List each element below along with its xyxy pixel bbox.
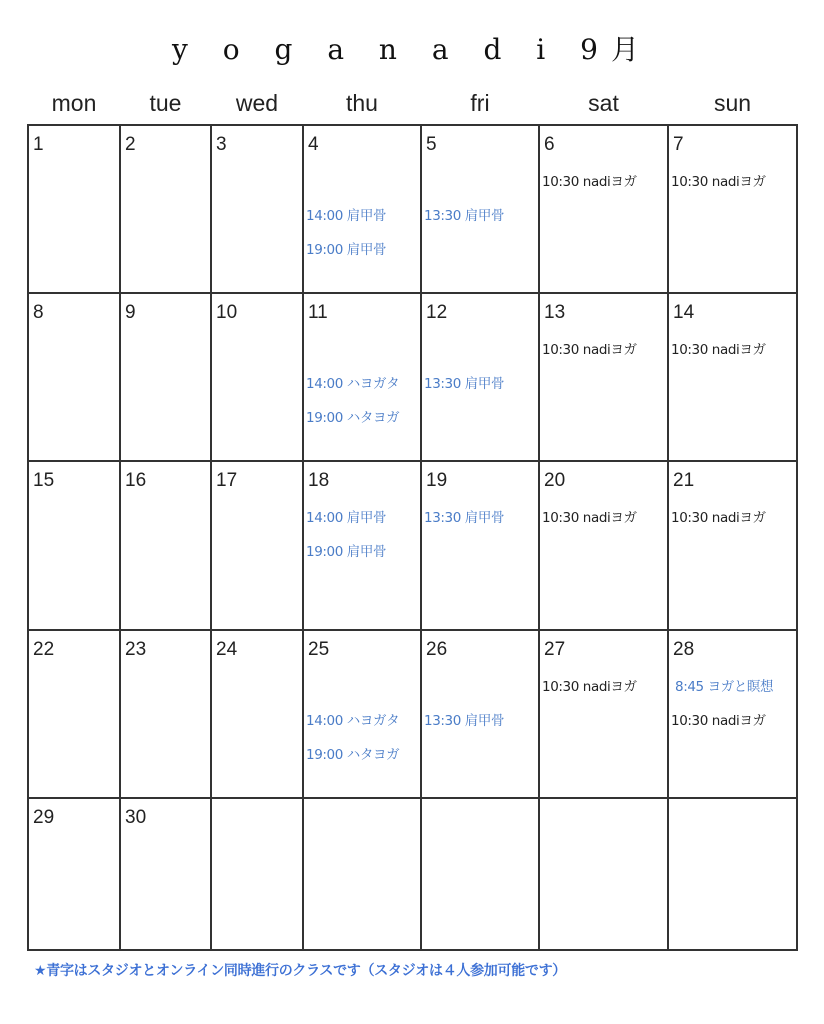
class-event: 8:45 ヨガと瞑想 — [675, 679, 774, 695]
day-cell — [667, 124, 796, 292]
day-cell — [210, 629, 302, 797]
day-cell — [119, 797, 210, 949]
day-cell — [667, 292, 796, 460]
day-number: 3 — [216, 134, 227, 155]
class-event: 10:30 nadiヨガ — [542, 342, 637, 358]
day-cell — [27, 124, 119, 292]
class-event: 10:30 nadiヨガ — [671, 174, 766, 190]
class-event: 14:00 ハヨガタ — [306, 376, 400, 392]
day-number: 21 — [673, 470, 695, 491]
class-event: 19:00 ハタヨガ — [306, 747, 400, 763]
day-number: 16 — [125, 470, 147, 491]
day-number: 4 — [308, 134, 319, 155]
class-event: 14:00 ハヨガタ — [306, 713, 400, 729]
day-cell — [119, 629, 210, 797]
class-event: 13:30 肩甲骨 — [424, 510, 505, 526]
day-number: 7 — [673, 134, 684, 155]
class-event: 14:00 肩甲骨 — [306, 510, 387, 526]
day-cell — [27, 460, 119, 629]
day-cell — [27, 292, 119, 460]
day-cell — [538, 124, 667, 292]
day-number: 2 — [125, 134, 136, 155]
day-number: 10 — [216, 302, 238, 323]
day-cell — [119, 124, 210, 292]
class-event: 14:00 肩甲骨 — [306, 208, 387, 224]
day-cell — [538, 292, 667, 460]
day-number: 23 — [125, 639, 147, 660]
day-number: 8 — [33, 302, 44, 323]
day-number: 12 — [426, 302, 448, 323]
day-number: 28 — [673, 639, 695, 660]
day-cell — [119, 292, 210, 460]
day-number: 27 — [544, 639, 566, 660]
day-number: 1 — [33, 134, 44, 155]
weekday-sat: sat — [588, 90, 619, 116]
class-event: 10:30 nadiヨガ — [542, 174, 637, 190]
day-cell — [302, 292, 420, 460]
class-event: 13:30 肩甲骨 — [424, 376, 505, 392]
day-cell — [119, 460, 210, 629]
weekday-mon: mon — [51, 90, 97, 116]
day-number: 19 — [426, 470, 448, 491]
class-event: 13:30 肩甲骨 — [424, 208, 505, 224]
day-cell — [302, 124, 420, 292]
class-event: 10:30 nadiヨガ — [671, 510, 766, 526]
footnote: ★青字はスタジオとオンライン同時進行のクラスです（スタジオは４人参加可能です） — [34, 963, 567, 979]
weekday-fri: fri — [470, 90, 490, 116]
grid-vline — [796, 124, 798, 951]
day-cell — [210, 460, 302, 629]
day-number: 5 — [426, 134, 437, 155]
day-number: 6 — [544, 134, 555, 155]
day-cell — [210, 292, 302, 460]
class-event: 19:00 肩甲骨 — [306, 242, 387, 258]
class-event: 19:00 肩甲骨 — [306, 544, 387, 560]
day-cell — [210, 797, 302, 949]
day-number: 30 — [125, 807, 147, 828]
day-number: 13 — [544, 302, 566, 323]
day-number: 15 — [33, 470, 55, 491]
day-cell — [210, 124, 302, 292]
day-number: 20 — [544, 470, 566, 491]
day-number: 29 — [33, 807, 55, 828]
day-cell — [302, 629, 420, 797]
day-number: 25 — [308, 639, 330, 660]
class-event: 10:30 nadiヨガ — [671, 342, 766, 358]
class-event: 13:30 肩甲骨 — [424, 713, 505, 729]
day-cell — [420, 460, 538, 629]
weekday-wed: wed — [235, 90, 279, 116]
day-number: 11 — [308, 302, 328, 323]
class-event: 10:30 nadiヨガ — [542, 510, 637, 526]
grid-hline — [27, 949, 798, 951]
day-cell — [302, 797, 420, 949]
calendar-title: y o g a n a d i 9月 — [172, 33, 652, 66]
class-event: 19:00 ハタヨガ — [306, 410, 400, 426]
class-event: 10:30 nadiヨガ — [542, 679, 637, 695]
day-cell — [27, 797, 119, 949]
weekday-tue: tue — [149, 90, 182, 116]
day-number: 22 — [33, 639, 55, 660]
day-cell — [538, 629, 667, 797]
day-number: 26 — [426, 639, 448, 660]
calendar-grid — [27, 124, 798, 951]
day-cell — [302, 460, 420, 629]
day-cell — [27, 629, 119, 797]
day-number: 14 — [673, 302, 695, 323]
day-cell — [667, 797, 796, 949]
weekday-thu: thu — [346, 90, 378, 116]
day-cell — [667, 460, 796, 629]
day-number: 17 — [216, 470, 238, 491]
day-number: 9 — [125, 302, 136, 323]
weekday-sun: sun — [713, 90, 752, 116]
class-event: 10:30 nadiヨガ — [671, 713, 766, 729]
day-cell — [420, 124, 538, 292]
day-cell — [538, 460, 667, 629]
day-cell — [667, 629, 796, 797]
day-cell — [420, 797, 538, 949]
day-cell — [420, 292, 538, 460]
day-number: 24 — [216, 639, 238, 660]
day-cell — [538, 797, 667, 949]
day-number: 18 — [308, 470, 330, 491]
day-cell — [420, 629, 538, 797]
